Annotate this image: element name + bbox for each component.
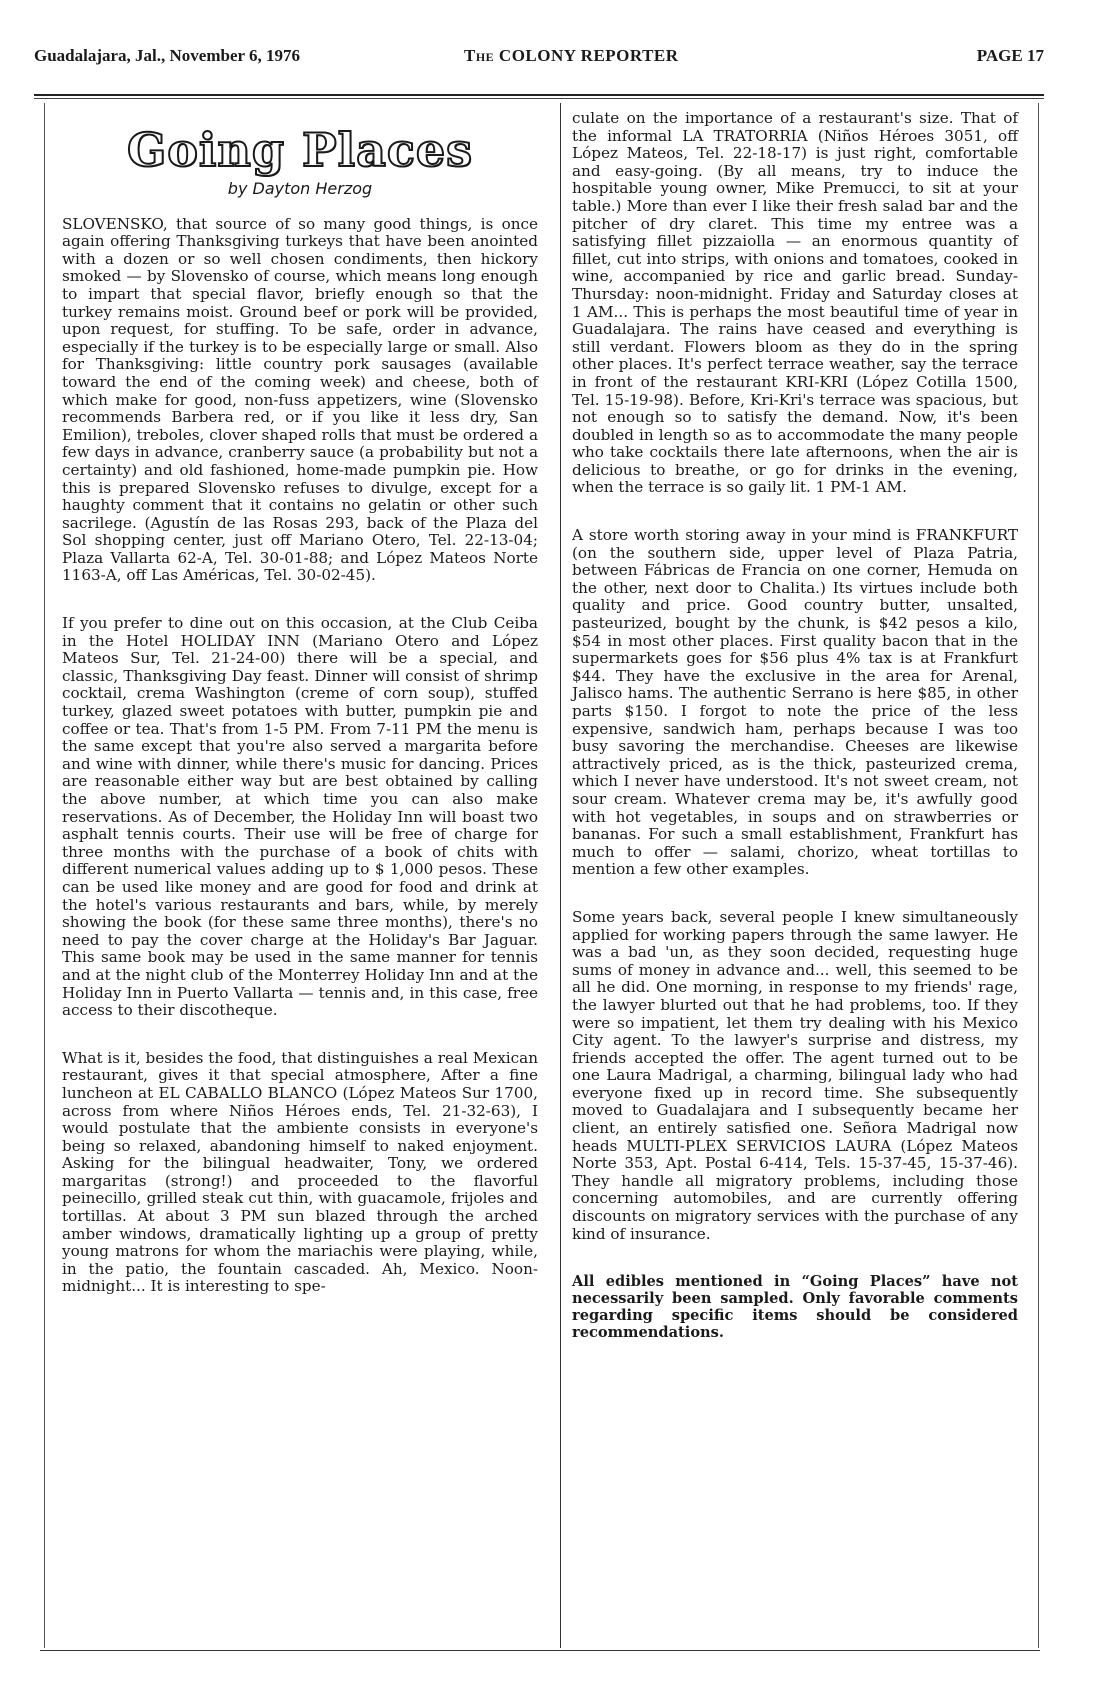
border-left [44, 103, 45, 1648]
paragraph-caballo-blanco: What is it, besides the food, that distinguishes a real Mexican restaurant, gives it that special atmosphere, After a fine luncheon at EL CABALLO BLANCO (López Mateos Sur 1700, across from where Niños Héroes ends, Tel. 21-32-63), I would postulate that the ambiente consists in everyone's being so relaxed, abandoning himself to naked enjoyment. Asking for the bilingual headwaiter, Tony, we ordered margaritas (strong!) and proceeded to the flavorful peinecillo, grilled steak cut thin, with guacamole, frijoles and tortillas. At about 3 PM sun blazed through the arched amber windows, dramatically lighting up a group of pretty young matrons for whom the mariachis were playing, while, in the patio, the fountain cascaded. Ah, Mexico. Noon-midnight... It is interesting to spe- [62, 1048, 538, 1296]
byline: by Dayton Herzog [227, 179, 373, 198]
header-rule [34, 94, 1044, 96]
paragraph-holiday-inn: If you prefer to dine out on this occasion, at the Club Ceiba in the Hotel HOLIDAY INN (Mariano Otero and López Mateos Sur, Tel. 21-24-00) there will be a special, and classic, Thanksgiving Day feast. Dinner will consist of shrimp cocktail, crema Washington (creme of corn soup), stuffed turkey, glazed sweet potatoes with butter, pumpkin pie and coffee or tea. That's from 1-5 PM. From 7-11 PM the menu is the same except that you're also served a margarita before and wine with dinner, while there's music for dancing. Prices are reasonable either way but are best obtained by calling the above number, at which time you can also make reservations. As of December, the Holiday Inn will boast two asphalt tennis courts. Their use will be free of charge for three months with the purchase of a book of chits with different numerical values adding up to $ 1,000 pesos. These can be used like money and are good for food and drink at the hotel's various restaurants and bars, while, by merely showing the book (for these same three months), there's no need to pay the cover charge at the Holiday's Bar Jaguar. This same book may be used in the same manner for tennis and at the night club of the Monterrey Holiday Inn and at the Holiday Inn in Puerto Vallarta — tennis and, in this case, free access to their discotheque. [62, 614, 538, 1020]
disclaimer: All edibles mentioned in “Going Places” have not necessarily been sampled. Only favorable comments regarding specific items should be considered recommendations. [572, 1273, 1018, 1342]
column-divider [560, 103, 561, 1648]
masthead [34, 40, 1044, 74]
paragraph-slovensko: SLOVENSKO, that source of so many good things, is once again offering Thanksgiving turkeys that have been anointed with a dozen or so well chosen condiments, then hickory smoked — by Slovensko of course, which means long enough to impart that special flavor, briefly enough so that the turkey remains moist. Ground beef or pork will be provided, upon request, for stuffing. To be safe, order in advance, especially if the turkey is to be especially large or small. Also for Thanksgiving: little country pork sausages (available toward the end of the coming week) and cheese, both of which make for good, non-fuss appetizers, wine (Slovensko recommends Barbera red, or if you like it less dry, San Emilion), treboles, clover shaped rolls that must be ordered a few days in advance, cranberry sauce (a probability but not a certainty) and old fashioned, home-made pumpkin pie. How this is prepared Slovensko refuses to divulge, except for a haughty comment that it contains no gelatin or other such sacrilege. (Agustín de las Rosas 293, back of the Plaza del Sol shopping center, just off Mariano Otero, Tel. 22-13-04; Plaza Vallarta 62-A, Tel. 30-01-88; and López Mateos Norte 1163-A, off Las Américas, Tel. 30-02-45). [62, 214, 538, 585]
footer-rule [40, 1650, 1040, 1651]
article-column-left [62, 110, 538, 1326]
border-right [1038, 103, 1039, 1648]
page-number: PAGE 17 [976, 46, 1044, 65]
article-title: Going Places [126, 123, 474, 177]
dateline: Guadalajara, Jal., November 6, 1976 [34, 46, 301, 65]
paragraph-frankfurt: A store worth storing away in your mind is FRANKFURT (on the southern side, upper level of Plaza Patria, between Fábricas de Francia on one corner, Hemuda on the other, next door to Chalita.) Its virtues include both quality and price. Good country butter, unsalted, pasteurized, bought by the chunk, is $42 pesos a kilo, $54 in most other places. First quality bacon that in the supermarkets goes for $56 plus 4% tax is at Frankfurt $44. They have the exclusive in the area for Arenal, Jalisco hams. The authentic Serrano is here $85, in other parts $150. I forgot to note the price of the less expensive, sandwich ham, perhaps because I was too busy savoring the merchandise. Cheeses are likewise attractively priced, as is the thick, pasteurized crema, which I never have understood. It's not sweet cream, not sour cream. Whatever crema may be, it's awfully good with hot vegetables, in soups and on strawberries or bananas. For such a small establishment, Frankfurt has much to offer — salami, chorizo, wheat tortillas to mention a few other examples. [572, 526, 1018, 879]
header-rule-thin [34, 98, 1044, 99]
paragraph-tratorria: culate on the importance of a restaurant's size. That of the informal LA TRATORRIA (Niños Héroes 3051, off López Mateos, Tel. 22-18-17) is just right, comfortable and easy-going. (By all means, try to induce the hospitable young owner, Mike Premucci, to sit at your table.) More than ever I like their fresh salad bar and the pitcher of dry claret. This time my entree was a satisfying fillet pizzaiolla — an enormous quantity of fillet, cut into strips, with onions and tomatoes, cooked in wine, accompanied by rice and garlic bread. Sunday-Thursday: noon-midnight. Friday and Saturday closes at 1 AM... This is perhaps the most beautiful time of year in Guadalajara. The rains have ceased and everything is still verdant. Flowers bloom as they do in the spring other places. It's perfect terrace weather, say the terrace in front of the restaurant KRI-KRI (López Cotilla 1500, Tel. 15-19-98). Before, Kri-Kri's terrace was spacious, but not enough so to satisfy the demand. Now, it's been doubled in length so as to accommodate the many people who take cocktails there late afternoons, when the air is delicious to breathe, or go for drinks in the evening, when the terrace is so gaily lit. 1 PM-1 AM. [572, 109, 1018, 497]
paragraph-madrigal: Some years back, several people I knew simultaneously applied for working papers through the same lawyer. He was a bad 'un, as they soon decided, requesting huge sums of money in advance and... well, this seemed to be all he did. One morning, in response to my friends' rage, the lawyer blurted out that he had problems, too. If they were so impatient, let them try dealing with his Mexico City agent. To the lawyer's surprise and distress, my friends accepted the offer. The agent turned out to be one Laura Madrigal, a charming, bilingual lady who had everyone fixed up in record time. She subsequently moved to Guadalajara and I subsequently became her client, an entirely satisfied one. Señora Madrigal now heads MULTI-PLEX SERVICIOS LAURA (López Mateos Norte 353, Apt. Postal 6-414, Tels. 15-37-45, 15-37-46). They handle all migratory problems, including those concerning automobiles, and are currently offering discounts on migratory services with the purchase of any kind of insurance. [572, 907, 1018, 1243]
article-column-right [572, 110, 1018, 1341]
newspaper-name: The COLONY REPORTER [464, 46, 679, 65]
